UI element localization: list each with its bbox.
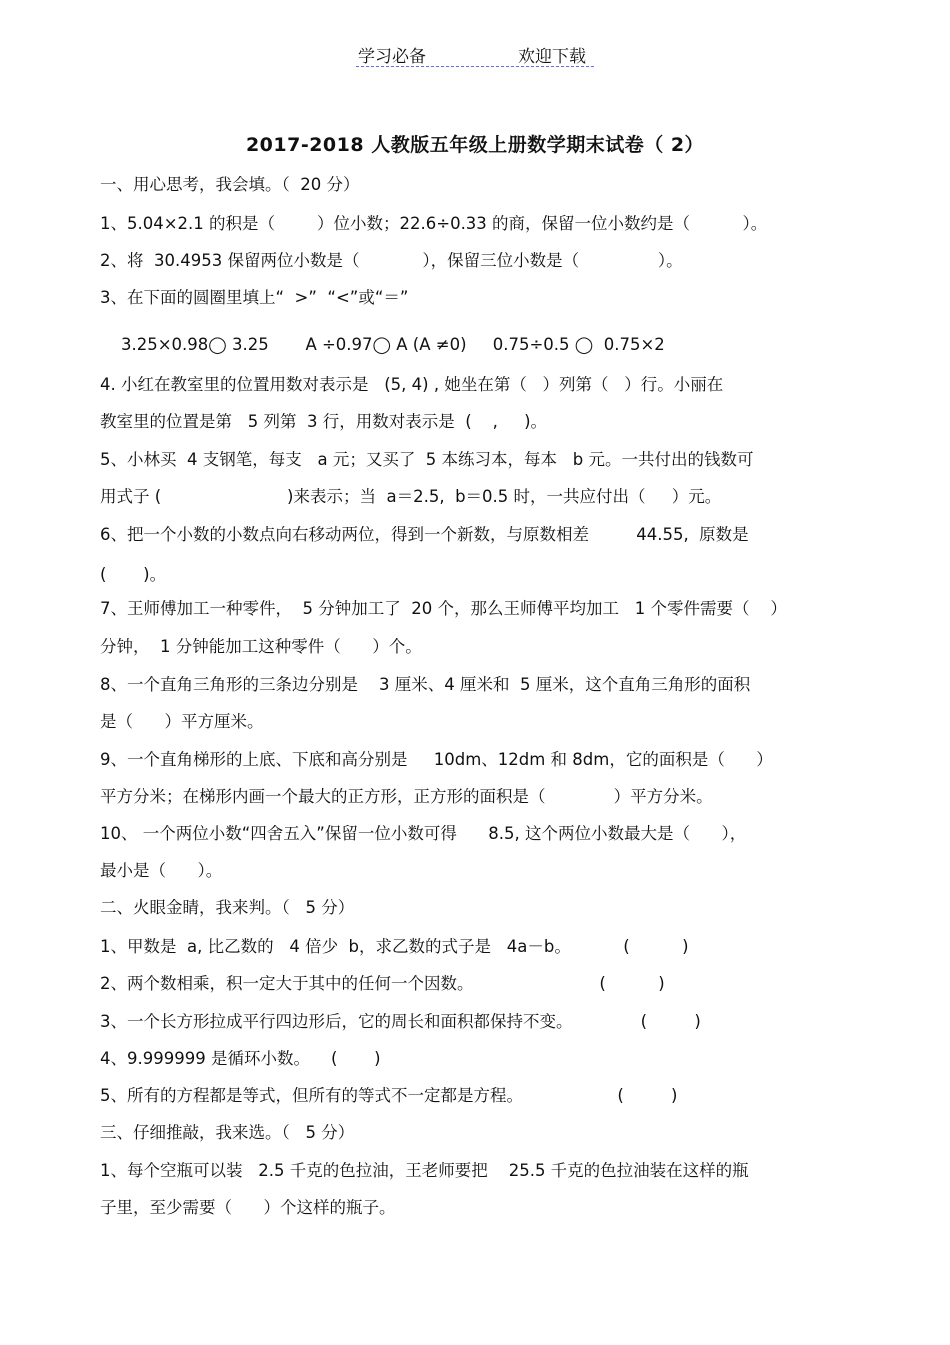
section-2-heading: 二、火眼金睛，我来判。（ 5 分） xyxy=(100,898,355,917)
choice-item: 1、每个空瓶可以装 2.5 千克的色拉油，王老师要把 25.5 千克的色拉油装在这样的瓶 xyxy=(100,1161,749,1180)
question-line: 1、5.04×2.1 的积是（ ）位小数；22.6÷0.33 的商，保留一位小数约是（ ）。 xyxy=(100,214,768,233)
judge-item: 5、所有的方程都是等式，但所有的等式不一定都是方程。 ( ) xyxy=(100,1086,678,1105)
question-line: 教室里的位置是第 5 列第 3 行，用数对表示是 ( , )。 xyxy=(100,412,548,431)
question-line: 最小是（ ）。 xyxy=(100,861,223,880)
judge-item: 1、甲数是 a, 比乙数的 4 倍少 b，求乙数的式子是 4a－b。 ( ) xyxy=(100,937,689,956)
judge-item: 2、两个数相乘，积一定大于其中的任何一个因数。 ( ) xyxy=(100,974,665,993)
question-line: ( )。 xyxy=(100,565,167,584)
question-line: 10、 一个两位小数“四舍五入”保留一位小数可得 8.5, 这个两位小数最大是（ ）， xyxy=(100,824,747,843)
question-line: 用式子 ( )来表示；当 a＝2.5, b＝0.5 时，一共应付出（ ）元。 xyxy=(100,487,722,506)
section-1-heading: 一、用心思考，我会填。（ 20 分） xyxy=(100,175,360,194)
question-line: 2、将 30.4953 保留两位小数是（ ），保留三位小数是（ ）。 xyxy=(100,251,683,270)
judge-item: 3、一个长方形拉成平行四边形后，它的周长和面积都保持不变。 ( ) xyxy=(100,1012,701,1031)
exam-title: 2017-2018 人教版五年级上册数学期末试卷（ 2） xyxy=(245,134,705,156)
header-right-text: 欢迎下载 xyxy=(518,47,586,67)
question-line: 分钟， 1 分钟能加工这种零件（ ）个。 xyxy=(100,637,422,656)
judge-item: 4、9.999999 是循环小数。 ( ) xyxy=(100,1049,381,1068)
question-line: 4. 小红在教室里的位置用数对表示是 (5, 4) , 她坐在第（ ）列第（ ）行。小丽在 xyxy=(100,375,724,394)
question-line: 9、一个直角梯形的上底、下底和高分别是 10dm、12dm 和 8dm，它的面积是（ ） xyxy=(100,750,773,769)
question-line: 6、把一个小数的小数点向右移动两位，得到一个新数，与原数相差 44.55, 原数是 xyxy=(100,525,749,544)
question-line: 是（ ）平方厘米。 xyxy=(100,712,264,731)
question-line: 5、小林买 4 支钢笔，每支 a 元；又买了 5 本练习本，每本 b 元。一共付出的钱数可 xyxy=(100,450,754,469)
header-left-text: 学习必备 xyxy=(358,47,426,67)
section-3-heading: 三、仔细推敲，我来选。（ 5 分） xyxy=(100,1123,355,1142)
question-line: 7、王师傅加工一种零件， 5 分钟加工了 20 个，那么王师傅平均加工 1 个零件需要（ ） xyxy=(100,599,787,618)
question-line: 3、在下面的圆圈里填上“ >” “<”或“＝” xyxy=(100,288,409,307)
question-line: 平方分米；在梯形内画一个最大的正方形，正方形的面积是（ ）平方分米。 xyxy=(100,787,713,806)
page-header xyxy=(356,40,594,67)
question-line: 8、一个直角三角形的三条边分别是 3 厘米、4 厘米和 5 厘米，这个直角三角形的面积 xyxy=(100,675,751,694)
choice-item: 子里，至少需要（ ）个这样的瓶子。 xyxy=(100,1198,396,1217)
question-line: 3.25×0.98◯ 3.25 A ÷0.97◯ A (A ≠0) 0.75÷0.5 ◯ 0.75×2 xyxy=(100,335,665,354)
